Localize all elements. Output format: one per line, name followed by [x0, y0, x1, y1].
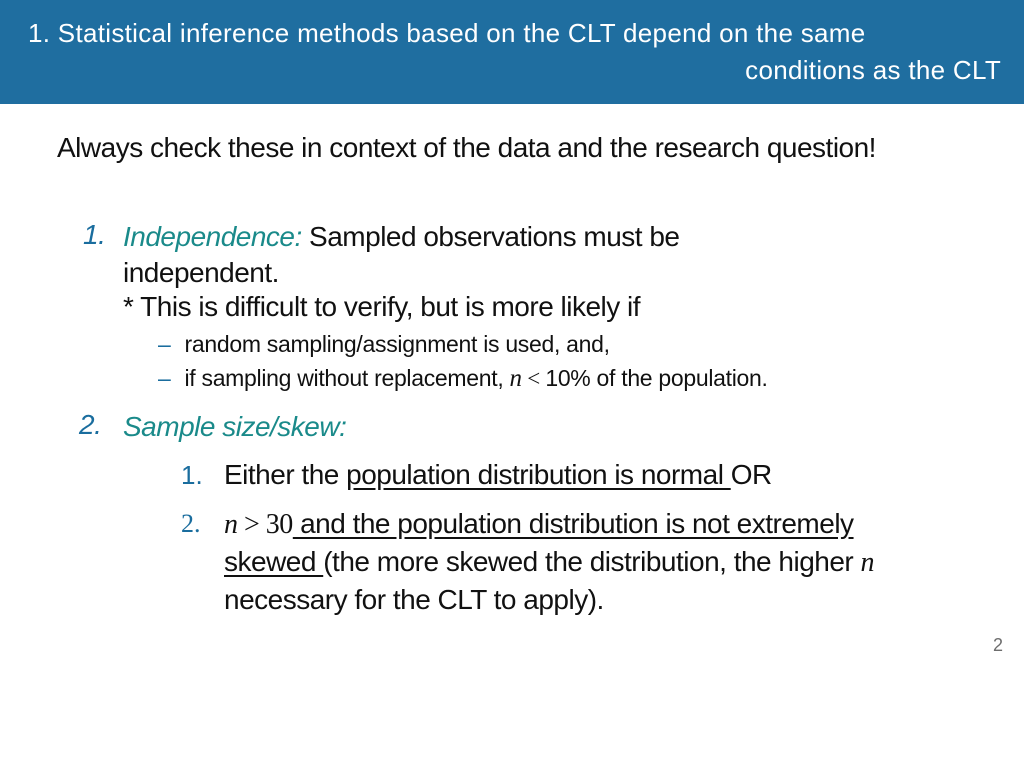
math-variable-n: n: [860, 547, 875, 578]
math-variable-n: n: [509, 365, 522, 392]
sub-item-1-before: Either the: [224, 459, 347, 490]
sub-item-1-number: 1.: [181, 460, 203, 490]
sub-item-2-line-1: [224, 505, 854, 544]
sub-item-1-text: [224, 456, 772, 494]
slide-title-line-1: 1. Statistical inference methods based on the CLT depend on the same: [28, 18, 866, 48]
bullet-without-replacement: [158, 365, 768, 393]
bullet-dash: –: [158, 365, 171, 391]
sub-item-2-line-3: necessary for the CLT to apply).: [224, 584, 604, 615]
sub-item-2-line-2: [224, 543, 874, 582]
intro-text: Always check these in context of the data and the research question!: [57, 132, 876, 163]
independence-text: Sampled observations must be independent.: [123, 221, 680, 288]
sample-size-number: 2.: [79, 409, 102, 440]
independence-title: Independence:: [123, 221, 302, 252]
math-operator: >: [237, 509, 266, 540]
independence-number: 1.: [83, 219, 106, 250]
sample-size-title-row: [123, 409, 346, 445]
bullet-dash: –: [158, 331, 171, 357]
independence-condition: [123, 219, 763, 291]
page-number: 2: [992, 635, 1003, 655]
sub-item-2-underlined-text: and the population distribution is not extremely: [292, 508, 854, 539]
sub-item-2-skewed: skewed: [224, 546, 324, 577]
sub-item-1-after: OR: [730, 459, 772, 490]
bullet-text: random sampling/assignment is used, and,: [184, 331, 610, 357]
bullet-text: if sampling without replacement,: [184, 365, 510, 391]
bullet-text-end: 10% of the population.: [545, 365, 768, 391]
math-value: 30: [265, 509, 293, 540]
slide-title-line-2: conditions as the CLT: [745, 55, 1001, 85]
math-operator: <: [521, 366, 546, 391]
bullet-random-sampling: [158, 331, 610, 358]
independence-note: * This is difficult to verify, but is more likely if: [123, 291, 641, 322]
math-variable-n: n: [224, 509, 238, 540]
sub-item-2-text: (the more skewed the distribution, the higher: [323, 546, 861, 577]
sub-item-1-underlined: population distribution is normal: [346, 459, 731, 490]
sample-size-title: Sample size/skew:: [123, 411, 347, 442]
sub-item-2-number: 2.: [181, 509, 201, 538]
